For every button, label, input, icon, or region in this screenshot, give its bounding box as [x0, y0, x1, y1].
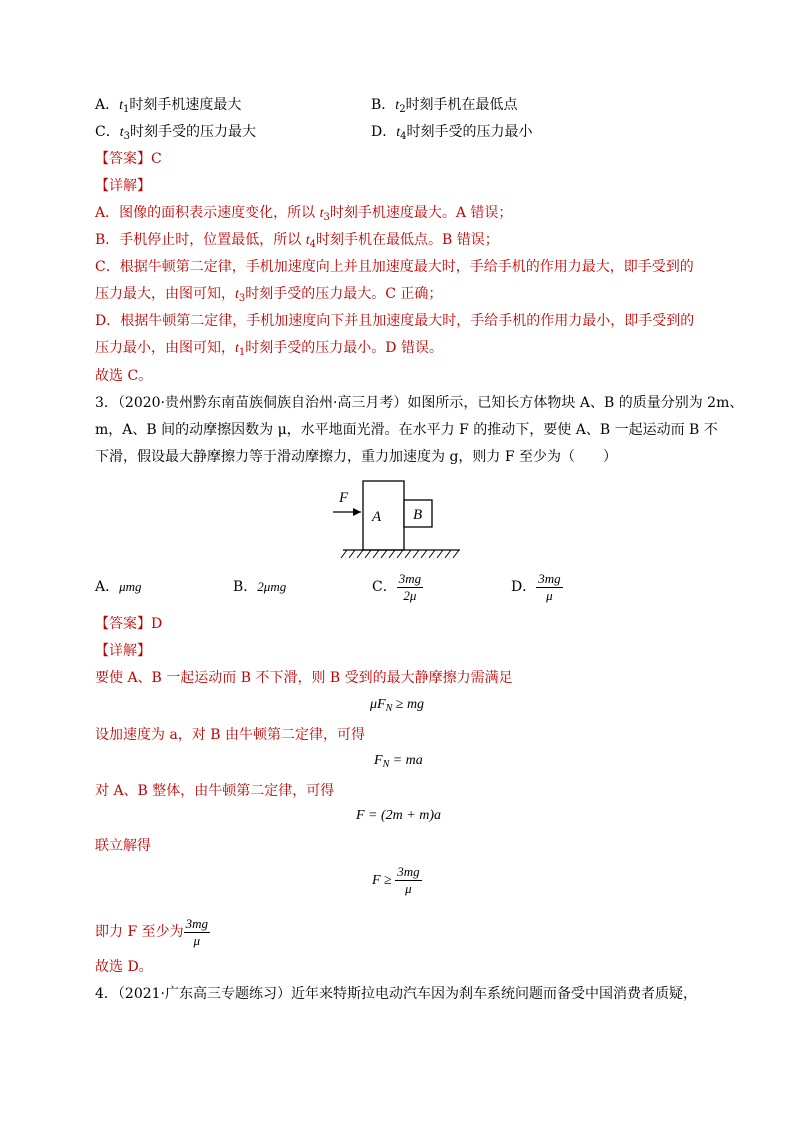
force-label: F: [339, 490, 349, 506]
explanation-line: [95, 230, 499, 251]
option-text: 时刻手机在最低点: [405, 97, 518, 113]
option-text: 时刻手机速度最大: [129, 97, 242, 113]
text: 时刻手机速度最大。A 错误；: [329, 205, 513, 221]
option-sub: 2: [399, 104, 406, 115]
text: 时刻手机在最低点。B 错误；: [316, 232, 499, 248]
text: 时刻手受的压力最大。C 正确；: [245, 286, 443, 302]
eq-text: = ma: [389, 753, 423, 768]
solution-text: 设加速度为 a，对 B 由牛顿第二定律，可得: [95, 727, 365, 743]
q3-option-a: [95, 577, 142, 597]
numerator: 3mg: [398, 570, 422, 586]
explanation-line: [95, 284, 442, 305]
detail-label: 【详解】: [95, 178, 151, 194]
fraction: [536, 572, 562, 603]
denominator: μ: [405, 881, 412, 897]
blocks-figure: [325, 478, 470, 563]
option-var: t: [119, 125, 124, 140]
option-b: [371, 95, 518, 116]
option-d: [371, 122, 533, 143]
sub: 1: [238, 347, 246, 358]
option-letter: A．: [95, 579, 120, 595]
block-a: [363, 481, 404, 550]
arrow-head-icon: [353, 508, 361, 516]
equation-2: [374, 753, 423, 769]
eq-sub: N: [382, 759, 390, 770]
denominator: μ: [193, 932, 201, 948]
equation-1: [370, 697, 424, 713]
question-stem: 下滑，假设最大静摩擦力等于滑动摩擦力，重力加速度为 g，则力 F 至少为（ ）: [95, 449, 618, 465]
explanation-line: [95, 338, 443, 359]
fraction: [184, 917, 210, 948]
option-letter: D．: [371, 124, 397, 140]
option-letter: A．: [95, 97, 120, 113]
option-letter: C．: [95, 124, 120, 140]
numerator: 3mg: [185, 915, 209, 931]
sub: 4: [309, 239, 317, 250]
sub: 3: [238, 293, 246, 304]
explanation-line: [95, 203, 512, 224]
eq-text: F: [374, 753, 383, 768]
question-stem: m，A、B 间的动摩擦因数为 μ，水平地面光滑。在水平力 F 的推动下，要使 A、B 一起运动而 B 不: [95, 422, 718, 438]
block-a-label: A: [372, 509, 382, 525]
option-letter: B．: [233, 579, 258, 595]
q3-option-d: [511, 568, 563, 606]
eq-sub: N: [385, 703, 393, 714]
var: t: [305, 233, 310, 248]
answer-label: 【答案】D: [95, 616, 163, 632]
question-stem: 4．（2021·广东高三专题练习）近年来特斯拉电动汽车因为刹车系统问题而备受中国消费者质疑，: [95, 986, 697, 1002]
denominator: 2μ: [403, 587, 417, 603]
q3-option-b: [233, 577, 286, 597]
option-var: t: [395, 98, 400, 113]
eq-text: ≥ mg: [392, 697, 425, 712]
solution-text: 联立解得: [95, 838, 151, 854]
text: B．手机停止时，位置最低，所以: [95, 232, 306, 248]
option-text: 时刻手受的压力最大: [129, 124, 256, 140]
option-a: [95, 95, 241, 116]
option-c: [95, 122, 256, 143]
eq-text: μF: [370, 697, 386, 712]
option-letter: C．: [372, 579, 397, 595]
block-b-label: B: [413, 507, 423, 523]
text: A．图像的面积表示速度变化，所以: [95, 205, 320, 221]
answer-label: 【答案】C: [95, 151, 162, 167]
ground-hatch: [341, 550, 459, 558]
equation-3: F = (2m + m)a: [356, 808, 441, 823]
q3-option-c: [372, 568, 423, 606]
fraction: [395, 865, 421, 896]
option-var: t: [396, 125, 401, 140]
numerator: 3mg: [397, 864, 420, 880]
option-letter: B．: [371, 97, 396, 113]
fraction: [397, 572, 423, 603]
option-value: μmg: [119, 579, 142, 594]
solution-text: 故选 D。: [95, 959, 153, 975]
option-sub: 3: [123, 131, 130, 142]
option-var: t: [119, 98, 124, 113]
explanation-line: 故选 C。: [95, 368, 153, 384]
explanation-line: C．根据牛顿第二定律，手机加速度向上并且加速度最大时，手给手机的作用力最大，即手受到的: [95, 259, 694, 275]
text: 压力最大，由图可知，: [95, 286, 235, 302]
var: t: [235, 341, 239, 356]
solution-text: 要使 A、B 一起运动而 B 不下滑，则 B 受到的最大静摩擦力需满足: [95, 670, 513, 686]
option-text: 时刻手受的压力最小: [406, 124, 533, 140]
text: 压力最小，由图可知，: [95, 340, 235, 356]
option-sub: 1: [123, 104, 130, 115]
var: t: [235, 287, 239, 302]
detail-label: 【详解】: [95, 643, 151, 659]
option-value: 2μmg: [257, 579, 287, 594]
eq-text: F ≥: [372, 873, 396, 888]
solution-text: [95, 914, 210, 950]
solution-text: 对 A、B 整体，由牛顿第二定律，可得: [95, 783, 335, 799]
sub: 3: [323, 212, 330, 223]
option-sub: 4: [400, 131, 407, 142]
explanation-line: D．根据牛顿第二定律，手机加速度向下并且加速度最大时，手给手机的作用力最小，即手受到的: [95, 313, 695, 329]
text: 时刻手受的压力最小。D 错误。: [245, 340, 443, 356]
var: t: [319, 206, 324, 221]
denominator: μ: [546, 587, 553, 603]
text: 即力 F 至少为: [95, 924, 184, 940]
equation-4: [372, 863, 422, 899]
question-stem: 3．（2020·贵州黔东南苗族侗族自治州·高三月考）如图所示，已知长方体物块 A、B 的质量分别为 2m、: [95, 395, 744, 411]
option-letter: D．: [511, 579, 537, 595]
numerator: 3mg: [538, 570, 561, 586]
